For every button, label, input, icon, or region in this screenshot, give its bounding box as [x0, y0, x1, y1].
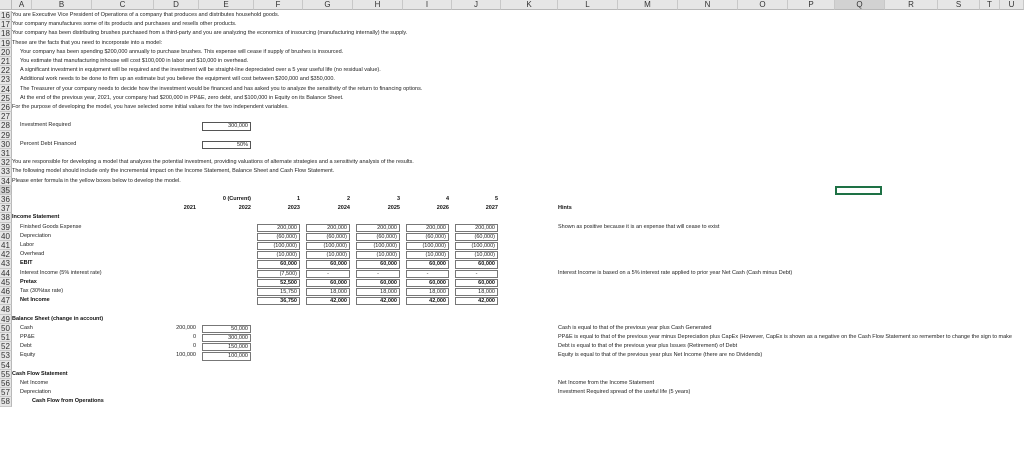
row-header-35[interactable]: 35 — [0, 186, 12, 195]
row-header-52[interactable]: 52 — [0, 342, 12, 351]
cell-D50[interactable]: 200,000 — [176, 324, 196, 331]
sheet-row-37 — [12, 204, 1024, 213]
cell-A26[interactable]: For the purpose of developing the model, you have selected some initial values for the two independent variables. — [12, 104, 289, 110]
cell-L56[interactable]: Net Income from the Income Statement — [558, 380, 654, 386]
cell-G44[interactable]: - — [306, 270, 350, 278]
sheet-row-19 — [12, 39, 1024, 48]
cell-G40[interactable]: (60,000) — [306, 233, 350, 241]
sheet-row-46 — [12, 287, 1024, 296]
row-header-42[interactable]: 42 — [0, 250, 12, 259]
cell-A16[interactable]: You are Executive Vice President of Operations of a company that produces and distributes household goods. — [12, 12, 280, 18]
cell-G37[interactable]: 2024 — [337, 205, 350, 212]
row-header-18[interactable]: 18 — [0, 29, 12, 38]
cell-A23[interactable]: Additional work needs to be done to firm up an estimate but you believe the equipment will cost between $200,000 and $350,000. — [20, 76, 335, 83]
cell-D37[interactable]: 2021 — [183, 205, 196, 212]
cell-A19[interactable]: These are the facts that you need to incorporate into a model: — [12, 39, 163, 46]
cell-G47[interactable]: 42,000 — [306, 297, 350, 305]
sheet-row-31 — [12, 149, 1024, 158]
cell-H44[interactable]: - — [356, 270, 400, 278]
row-header-16[interactable]: 16 — [0, 11, 12, 20]
cell-H42[interactable]: (10,000) — [356, 251, 400, 259]
row-header-51[interactable]: 51 — [0, 333, 12, 342]
cell-A38[interactable]: Income Statement — [12, 214, 60, 221]
cell-G39[interactable]: 200,000 — [306, 224, 350, 232]
sheet-row-26 — [12, 103, 1024, 112]
cell-A51[interactable]: PP&E — [20, 334, 35, 340]
row-header-17[interactable]: 17 — [0, 20, 12, 29]
cell-F46[interactable]: 15,750 — [257, 288, 300, 296]
column-header-M[interactable]: M — [618, 0, 678, 10]
cell-A55[interactable]: Cash Flow Statement — [12, 370, 68, 377]
row-header-20[interactable]: 20 — [0, 48, 12, 57]
cell-A22[interactable]: A significant investment in equipment will be required and the investment will be straight-line depreciated over a 5 year useful life (no residual value). — [20, 67, 381, 74]
cell-B58[interactable]: Cash Flow from Operations — [32, 398, 104, 405]
select-all-corner[interactable] — [0, 0, 12, 10]
cell-A43[interactable]: EBIT — [20, 260, 33, 267]
row-header-32[interactable]: 32 — [0, 158, 12, 167]
sheet-row-22 — [12, 66, 1024, 75]
cell-J44[interactable]: - — [455, 270, 498, 278]
cell-H43[interactable]: 60,000 — [356, 260, 400, 268]
cell-A50[interactable]: Cash — [20, 324, 33, 331]
cell-G46[interactable]: 18,000 — [306, 288, 350, 296]
sheet-row-28 — [12, 121, 1024, 130]
row-header-36[interactable]: 36 — [0, 195, 12, 204]
cell-L53[interactable]: Equity is equal to that of the previous year plus Net Income (there are no Dividends) — [558, 352, 763, 359]
cell-H46[interactable]: 18,000 — [356, 288, 400, 296]
sheet-row-55 — [12, 370, 1024, 379]
sheet-row-49 — [12, 315, 1024, 324]
cell-F40[interactable]: (60,000) — [257, 233, 300, 241]
sheet-row-54 — [12, 361, 1024, 370]
cell-A30[interactable]: Percent Debt Financed — [20, 140, 77, 147]
cell-H41[interactable]: (100,000) — [356, 242, 400, 250]
cell-J46[interactable]: 18,000 — [455, 288, 498, 296]
sheet-row-57 — [12, 388, 1024, 397]
sheet-row-56 — [12, 379, 1024, 388]
row-header-23[interactable]: 23 — [0, 75, 12, 84]
cell-J39[interactable]: 200,000 — [455, 224, 498, 232]
sheet-row-50 — [12, 324, 1024, 333]
column-header-K[interactable]: K — [501, 0, 558, 10]
row-header-34[interactable]: 34 — [0, 177, 12, 186]
row-header-26[interactable]: 26 — [0, 103, 12, 112]
cell-F42[interactable]: (10,000) — [257, 251, 300, 259]
cell-A45[interactable]: Pretax — [20, 278, 37, 285]
cell-A56[interactable]: Net Income — [20, 380, 49, 386]
cell-I47[interactable]: 42,000 — [406, 297, 449, 305]
cell-H36[interactable]: 3 — [396, 196, 400, 202]
cell-A57[interactable]: Depreciation — [20, 389, 51, 396]
sheet-row-33 — [12, 167, 1024, 176]
cell-H45[interactable]: 60,000 — [356, 279, 400, 287]
cell-A34[interactable]: Please enter formula in the yellow boxes below to develop the model. — [12, 177, 181, 184]
row-header-31[interactable]: 31 — [0, 149, 12, 158]
column-header-I[interactable]: I — [403, 0, 452, 10]
column-header-S[interactable]: S — [938, 0, 980, 10]
sheet-row-36 — [12, 195, 1024, 204]
row-header-49[interactable]: 49 — [0, 315, 12, 324]
cell-J42[interactable]: (10,000) — [455, 251, 498, 259]
cell-F37[interactable]: 2023 — [287, 205, 300, 212]
cell-F45[interactable]: 52,500 — [257, 279, 300, 287]
cell-F41[interactable]: (100,000) — [257, 242, 300, 250]
row-header-44[interactable]: 44 — [0, 269, 12, 278]
cell-H40[interactable]: (60,000) — [356, 233, 400, 241]
cell-A40[interactable]: Depreciation — [20, 232, 51, 239]
cell-F36[interactable]: 1 — [296, 196, 300, 202]
cell-D53[interactable]: 100,000 — [176, 352, 196, 359]
cell-L57[interactable]: Investment Required spread of the useful life (5 years) — [558, 389, 691, 396]
row-header-24[interactable]: 24 — [0, 85, 12, 94]
row-header-58[interactable]: 58 — [0, 397, 12, 406]
cell-I39[interactable]: 200,000 — [406, 224, 449, 232]
cell-D52[interactable]: 0 — [192, 343, 196, 350]
row-header-54[interactable]: 54 — [0, 361, 12, 370]
sheet-row-30 — [12, 140, 1024, 149]
column-header-A[interactable]: A — [12, 0, 32, 10]
column-header-Q[interactable]: Q — [835, 0, 885, 10]
sheet-row-29 — [12, 131, 1024, 140]
cell-Q35[interactable] — [835, 186, 882, 195]
cell-H37[interactable]: 2025 — [387, 205, 400, 212]
cell-F39[interactable]: 200,000 — [257, 224, 300, 232]
sheet-row-58 — [12, 397, 1024, 406]
cell-A41[interactable]: Labor — [20, 242, 35, 248]
column-header-O[interactable]: O — [738, 0, 788, 10]
cell-H39[interactable]: 200,000 — [356, 224, 400, 232]
cell-L44[interactable]: Interest Income is based on a 5% interest rate applied to prior year Net Cash (Cash minus Debt) — [558, 269, 793, 276]
row-header-28[interactable]: 28 — [0, 121, 12, 130]
row-header-39[interactable]: 39 — [0, 223, 12, 232]
cell-A44[interactable]: Interest Income (5% interest rate) — [20, 269, 102, 276]
row-header-55[interactable]: 55 — [0, 370, 12, 379]
cell-I40[interactable]: (60,000) — [406, 233, 449, 241]
column-header-E[interactable]: E — [199, 0, 254, 10]
cell-J37[interactable]: 2027 — [485, 205, 498, 212]
cell-I41[interactable]: (100,000) — [406, 242, 449, 250]
cell-J43[interactable]: 60,000 — [455, 260, 498, 268]
cell-J47[interactable]: 42,000 — [455, 297, 498, 305]
cell-I43[interactable]: 60,000 — [406, 260, 449, 268]
sheet-row-41 — [12, 241, 1024, 250]
sheet-row-17 — [12, 20, 1024, 29]
column-header-G[interactable]: G — [303, 0, 353, 10]
sheet-row-21 — [12, 57, 1024, 66]
column-header-D[interactable]: D — [154, 0, 199, 10]
sheet-row-53 — [12, 351, 1024, 360]
cell-J45[interactable]: 60,000 — [455, 279, 498, 287]
sheet-row-20 — [12, 48, 1024, 57]
column-header-U[interactable]: U — [1000, 0, 1024, 10]
cell-A18[interactable]: Your company has been distributing brushes purchased from a third-party and you are analyzing the economics of insourcing (manufacturing internally) the supply. — [12, 30, 408, 37]
row-header-57[interactable]: 57 — [0, 388, 12, 397]
cell-A33[interactable]: The following model should include only the incremental impact on the Income Statement, Balance Sheet and Cash Flow Statement. — [12, 168, 335, 175]
sheet-row-24 — [12, 85, 1024, 94]
cell-E50[interactable]: 50,000 — [202, 325, 251, 333]
cell-A49[interactable]: Balance Sheet (change in account) — [12, 315, 104, 322]
cell-A46[interactable]: Tax (30%tax rate) — [20, 288, 64, 294]
row-header-19[interactable]: 19 — [0, 39, 12, 48]
row-header-40[interactable]: 40 — [0, 232, 12, 241]
cell-A24[interactable]: The Treasurer of your company needs to decide how the investment would be financed and has asked you to analyze the sensitivity of the return to financing options. — [20, 85, 423, 92]
row-header-29[interactable]: 29 — [0, 131, 12, 140]
column-header-N[interactable]: N — [678, 0, 738, 10]
column-header-P[interactable]: P — [788, 0, 835, 10]
column-header-H[interactable]: H — [353, 0, 403, 10]
cell-E51[interactable]: 300,000 — [202, 334, 251, 342]
cell-L52[interactable]: Debt is equal to that of the previous year plus Issues (Retirement) of Debt — [558, 343, 738, 350]
cell-E37[interactable]: 2022 — [238, 205, 251, 212]
sheet-row-25 — [12, 94, 1024, 103]
column-header-R[interactable]: R — [885, 0, 938, 10]
cell-G43[interactable]: 60,000 — [306, 260, 350, 268]
cell-A25[interactable]: At the end of the previous year, 2021, your company had $200,000 in PP&E, zero debt, and $100,000 in Equity on its Balance Sheet. — [20, 94, 344, 101]
cell-J36[interactable]: 5 — [494, 196, 498, 202]
sheet-row-35 — [12, 186, 1024, 195]
cell-A52[interactable]: Debt — [20, 343, 32, 350]
sheet-row-42 — [12, 250, 1024, 259]
cell-J40[interactable]: (60,000) — [455, 233, 498, 241]
cell-J41[interactable]: (100,000) — [455, 242, 498, 250]
cell-I44[interactable]: - — [406, 270, 449, 278]
cell-I37[interactable]: 2026 — [436, 205, 449, 212]
row-header-48[interactable]: 48 — [0, 305, 12, 314]
row-header-27[interactable]: 27 — [0, 112, 12, 121]
cell-I36[interactable]: 4 — [445, 196, 449, 202]
cell-A42[interactable]: Overhead — [20, 251, 45, 258]
cell-I46[interactable]: 18,000 — [406, 288, 449, 296]
cell-G41[interactable]: (100,000) — [306, 242, 350, 250]
sheet-row-47 — [12, 296, 1024, 305]
row-header-21[interactable]: 21 — [0, 57, 12, 66]
column-header-L[interactable]: L — [558, 0, 618, 10]
row-header-38[interactable]: 38 — [0, 213, 12, 222]
column-header-C[interactable]: C — [92, 0, 154, 10]
sheet-row-16 — [12, 11, 1024, 20]
row-header-50[interactable]: 50 — [0, 324, 12, 333]
cell-G45[interactable]: 60,000 — [306, 279, 350, 287]
cell-E52[interactable]: 150,000 — [202, 343, 251, 351]
cell-G36[interactable]: 2 — [346, 196, 350, 202]
cell-A21[interactable]: You estimate that manufacturing inhouse will cost $100,000 in labor and $10,000 in overhead. — [20, 58, 249, 64]
sheet-row-34 — [12, 177, 1024, 186]
sheet-row-52 — [12, 342, 1024, 351]
cell-E36[interactable]: 0 (Current) — [222, 196, 251, 202]
cell-A32[interactable]: You are responsible for developing a model that analyzes the potential investment, providing valuations of alternate strategies and a sensitivity analysis of the results. — [12, 159, 414, 166]
cell-L51[interactable]: PP&E is equal to that of the previous year minus Depreciation plus CapEx (However, CapEx is shown as a negative on the Cash Flow Statement so remember to change the sign to make — [558, 334, 1012, 340]
row-header-47[interactable]: 47 — [0, 296, 12, 305]
sheet-row-32 — [12, 158, 1024, 167]
sheet-row-45 — [12, 278, 1024, 287]
column-header-F[interactable]: F — [254, 0, 303, 10]
row-header-37[interactable]: 37 — [0, 204, 12, 213]
cell-G42[interactable]: (10,000) — [306, 251, 350, 259]
sheet-row-39 — [12, 223, 1024, 232]
cell-E28[interactable]: 300,000 — [202, 122, 251, 130]
sheet-row-51 — [12, 333, 1024, 342]
cell-A39[interactable]: Finished Goods Expense — [20, 223, 82, 230]
cell-L37[interactable]: Hints — [558, 205, 572, 212]
cell-L39[interactable]: Shown as positive because it is an expense that will cease to exist — [558, 223, 720, 230]
row-header-22[interactable]: 22 — [0, 66, 12, 75]
column-header-J[interactable]: J — [452, 0, 501, 10]
sheet-row-18 — [12, 29, 1024, 38]
sheet-row-27 — [12, 112, 1024, 121]
cell-A47[interactable]: Net Income — [20, 297, 50, 304]
sheet-row-40 — [12, 232, 1024, 241]
cell-H47[interactable]: 42,000 — [356, 297, 400, 305]
row-header-46[interactable]: 46 — [0, 287, 12, 296]
cell-E30[interactable]: 50% — [202, 141, 251, 149]
row-header-56[interactable]: 56 — [0, 379, 12, 388]
row-header-25[interactable]: 25 — [0, 94, 12, 103]
column-header-T[interactable]: T — [980, 0, 1000, 10]
cell-D51[interactable]: 0 — [192, 334, 196, 340]
sheet-row-38 — [12, 213, 1024, 222]
row-header-33[interactable]: 33 — [0, 167, 12, 176]
sheet-row-43 — [12, 259, 1024, 268]
cell-A28[interactable]: Investment Required — [20, 122, 71, 129]
cell-I42[interactable]: (10,000) — [406, 251, 449, 259]
sheet-row-48 — [12, 305, 1024, 314]
cell-A53[interactable]: Equity — [20, 352, 36, 359]
cell-F44[interactable]: (7,500) — [257, 270, 300, 278]
sheet-row-44 — [12, 269, 1024, 278]
cell-I45[interactable]: 60,000 — [406, 279, 449, 287]
sheet-row-23 — [12, 75, 1024, 84]
row-header-53[interactable]: 53 — [0, 351, 12, 360]
cell-A20[interactable]: Your company has been spending $200,000 annually to purchase brushes. This expense will cease if supply of brushes is insourced. — [20, 48, 344, 55]
row-header-41[interactable]: 41 — [0, 241, 12, 250]
cell-E53[interactable]: 100,000 — [202, 352, 251, 360]
row-header-30[interactable]: 30 — [0, 140, 12, 149]
row-header-43[interactable]: 43 — [0, 259, 12, 268]
cell-F43[interactable]: 60,000 — [257, 260, 300, 268]
row-header-45[interactable]: 45 — [0, 278, 12, 287]
column-header-B[interactable]: B — [32, 0, 92, 10]
cell-A17[interactable]: Your company manufactures some of its products and purchases and resells other products. — [12, 21, 237, 28]
cell-F47[interactable]: 36,750 — [257, 297, 300, 305]
cell-L50[interactable]: Cash is equal to that of the previous year plus Cash Generated — [558, 324, 712, 331]
